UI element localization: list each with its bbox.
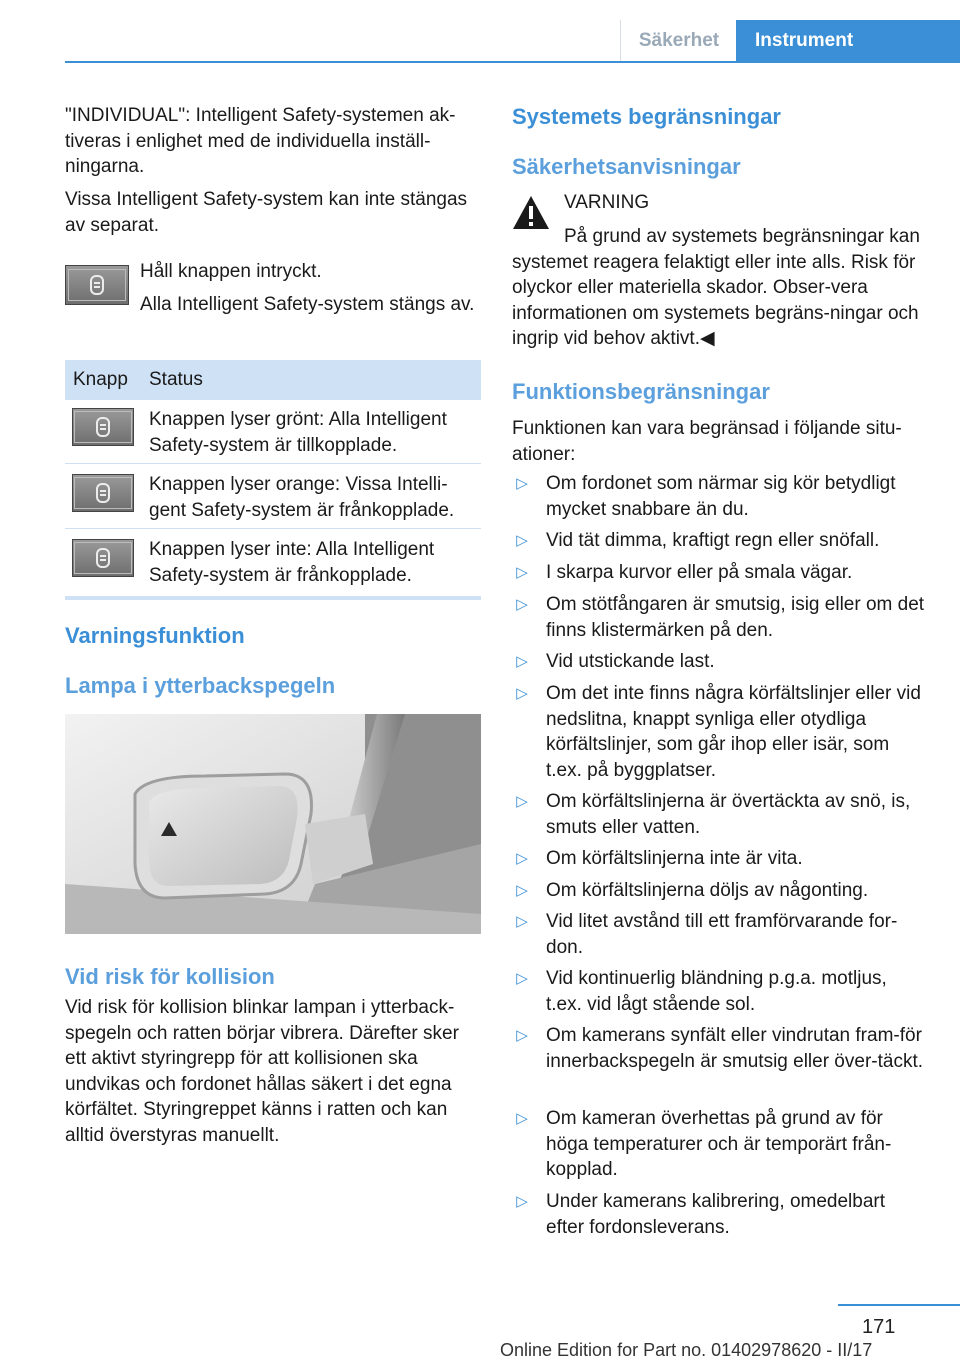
side-mirror-illustration	[65, 714, 481, 934]
page-number: 171	[862, 1316, 896, 1338]
footer-rule	[838, 1304, 960, 1306]
list-item: Vid kontinuerlig bländning p.g.a. motljus, t.ex. vid lågt stående sol.	[546, 968, 887, 1015]
header-rule	[65, 61, 960, 63]
bullet-icon: ▷	[516, 475, 528, 492]
function-intro: Funktionen kan vara begränsad i följande situ-ationer:	[512, 418, 902, 465]
bullet-icon: ▷	[516, 1027, 528, 1044]
hold-instruction: Håll knappen intryckt.	[140, 261, 322, 282]
bullet-icon: ▷	[516, 1193, 528, 1210]
page-header	[0, 0, 960, 62]
list-item: Om fordonet som närmar sig kör betydligt mycket snabbare än du.	[546, 473, 896, 520]
bullet-icon: ▷	[516, 1110, 528, 1127]
list-item: Om körfältslinjerna är övertäckta av snö, is, smuts eller vatten.	[546, 791, 911, 838]
list-item: Vid litet avstånd till ett framförvarande for-don.	[546, 911, 898, 958]
warning-text: På grund av systemets begränsningar kan systemet reagera felaktigt eller inte alls. Risk för olyckor eller materiella skador. Obser-vera informationen om systemets begräns-ningar och ingrip vid behov aktivt.◀	[512, 226, 920, 349]
all-off-text: Alla Intelligent Safety-system stängs av.	[140, 294, 475, 315]
list-item: Om kamerans synfält eller vindrutan fram-för innerbackspegeln är smutsig eller över-täckt.	[546, 1025, 924, 1072]
edition-note: Online Edition for Part no. 01402978620 - II/17	[500, 1340, 873, 1360]
list-item: I skarpa kurvor eller på smala vägar.	[546, 562, 853, 583]
list-item: Vid tät dimma, kraftigt regn eller snöfall.	[546, 530, 880, 551]
bullet-icon: ▷	[516, 653, 528, 670]
row-divider	[65, 463, 481, 464]
bullet-icon: ▷	[516, 882, 528, 899]
list-item: Om stötfångaren är smutsig, isig eller om det finns klistermärken på den.	[546, 594, 925, 641]
heading-system-limits: Systemets begränsningar	[512, 104, 781, 129]
table-end-bar	[65, 596, 481, 600]
individual-paragraph: "INDIVIDUAL": Intelligent Safety-systemen ak-tiveras i enlighet med de individuella inställ-ningarna.	[65, 105, 456, 177]
list-item: Under kamerans kalibrering, omedelbart efter fordonsleverans.	[546, 1191, 885, 1238]
heading-collision: Vid risk för kollision	[65, 964, 275, 989]
button-off-icon	[72, 539, 134, 577]
list-item: Vid utstickande last.	[546, 651, 715, 672]
bullet-icon: ▷	[516, 913, 528, 930]
bullet-icon: ▷	[516, 685, 528, 702]
bullet-icon: ▷	[516, 596, 528, 613]
bullet-icon: ▷	[516, 532, 528, 549]
button-green-icon	[72, 408, 134, 446]
bullet-icon: ▷	[516, 850, 528, 867]
list-item: Om körfältslinjerna inte är vita.	[546, 848, 803, 869]
collision-paragraph: Vid risk för kollision blinkar lampan i ytterback-spegeln och ratten börjar vibrera. Därefter sker ett aktivt styringrepp för att kollisionen ska undvikas och fordonet hållas säkert i det egna körfältet. Styringreppet känns i ratten och kan alltid överstyras manuellt.	[65, 997, 459, 1146]
list-item: Om körfältslinjerna döljs av någonting.	[546, 880, 869, 901]
col-button-header: Knapp	[73, 369, 128, 390]
bullet-icon: ▷	[516, 564, 528, 581]
section-tab[interactable]: Säkerhet	[620, 20, 737, 62]
heading-safety-notes: Säkerhetsanvisningar	[512, 154, 741, 179]
button-orange-icon	[72, 474, 134, 512]
heading-warning-function: Varningsfunktion	[65, 623, 245, 648]
bullet-icon: ▷	[516, 793, 528, 810]
table-row: Knappen lyser orange: Vissa Intelli-gent Safety-system är frånkopplade.	[149, 474, 455, 521]
col-status-header: Status	[149, 369, 203, 390]
heading-function-limits: Funktionsbegränsningar	[512, 379, 770, 404]
heading-mirror-lamp: Lampa i ytterbackspegeln	[65, 673, 336, 698]
list-item: Om kameran överhettas på grund av för höga temperaturer och är temporärt från-kopplad.	[546, 1108, 892, 1180]
status-table-header	[65, 360, 481, 400]
table-row: Knappen lyser inte: Alla Intelligent Safety-system är frånkopplade.	[149, 539, 435, 586]
chapter-tab[interactable]: Instrument	[736, 20, 960, 62]
separate-paragraph: Vissa Intelligent Safety-system kan inte stängas av separat.	[65, 189, 468, 236]
list-item: Om det inte finns några körfältslinjer eller vid nedslitna, knappt synliga eller otydliga körfältslinjer, som går ihop eller isär, som t.ex. på byggplatser.	[546, 683, 921, 781]
table-row: Knappen lyser grönt: Alla Intelligent Safety-system är tillkopplade.	[149, 409, 447, 456]
row-divider	[65, 528, 481, 529]
bullet-icon: ▷	[516, 970, 528, 987]
warning-label: VARNING	[564, 192, 650, 213]
